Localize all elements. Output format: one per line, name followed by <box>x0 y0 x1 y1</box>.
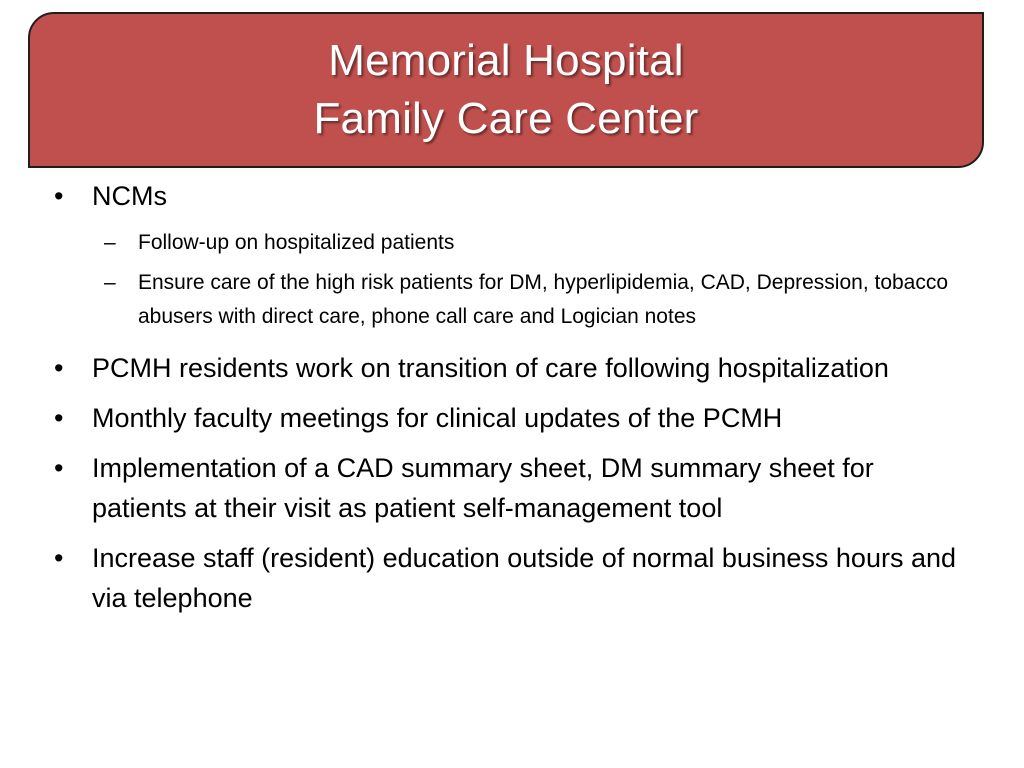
sub-bullet-item <box>50 266 970 334</box>
bullet-list <box>50 176 970 628</box>
bullet-marker: • <box>54 543 64 573</box>
bullet-item-faculty-meetings <box>50 398 970 438</box>
bullet-marker: • <box>54 181 64 211</box>
bullet-marker: • <box>54 453 64 483</box>
bullet-item-ncms <box>50 176 970 216</box>
title-banner <box>28 12 984 168</box>
bullet-marker: • <box>54 353 64 383</box>
sub-bullet-text: Ensure care of the high risk patients for DM, hyperlipidemia, CAD, Depression, tobacco abusers with direct care, phone call care and Logician notes <box>138 271 949 328</box>
bullet-item-summary-sheet <box>50 448 970 528</box>
bullet-marker: • <box>54 403 64 433</box>
dash-marker: – <box>104 271 116 294</box>
bullet-item-pcmh-residents <box>50 348 970 388</box>
bullet-text: Increase staff (resident) education outside of normal business hours and via telephone <box>92 543 956 613</box>
bullet-text: NCMs <box>92 181 167 211</box>
sub-bullet-list <box>50 226 970 334</box>
bullet-item-staff-education <box>50 538 970 618</box>
bullet-text: PCMH residents work on transition of care following hospitalization <box>92 353 889 383</box>
sub-bullet-item <box>50 226 970 260</box>
title-line-1: Memorial Hospital <box>328 36 684 85</box>
bullet-text: Implementation of a CAD summary sheet, DM summary sheet for patients at their visit as patient self-management tool <box>92 453 874 523</box>
title-line-2: Family Care Center <box>313 94 699 143</box>
sub-bullet-text: Follow-up on hospitalized patients <box>138 231 455 254</box>
dash-marker: – <box>104 231 116 254</box>
bullet-text: Monthly faculty meetings for clinical updates of the PCMH <box>92 403 783 433</box>
